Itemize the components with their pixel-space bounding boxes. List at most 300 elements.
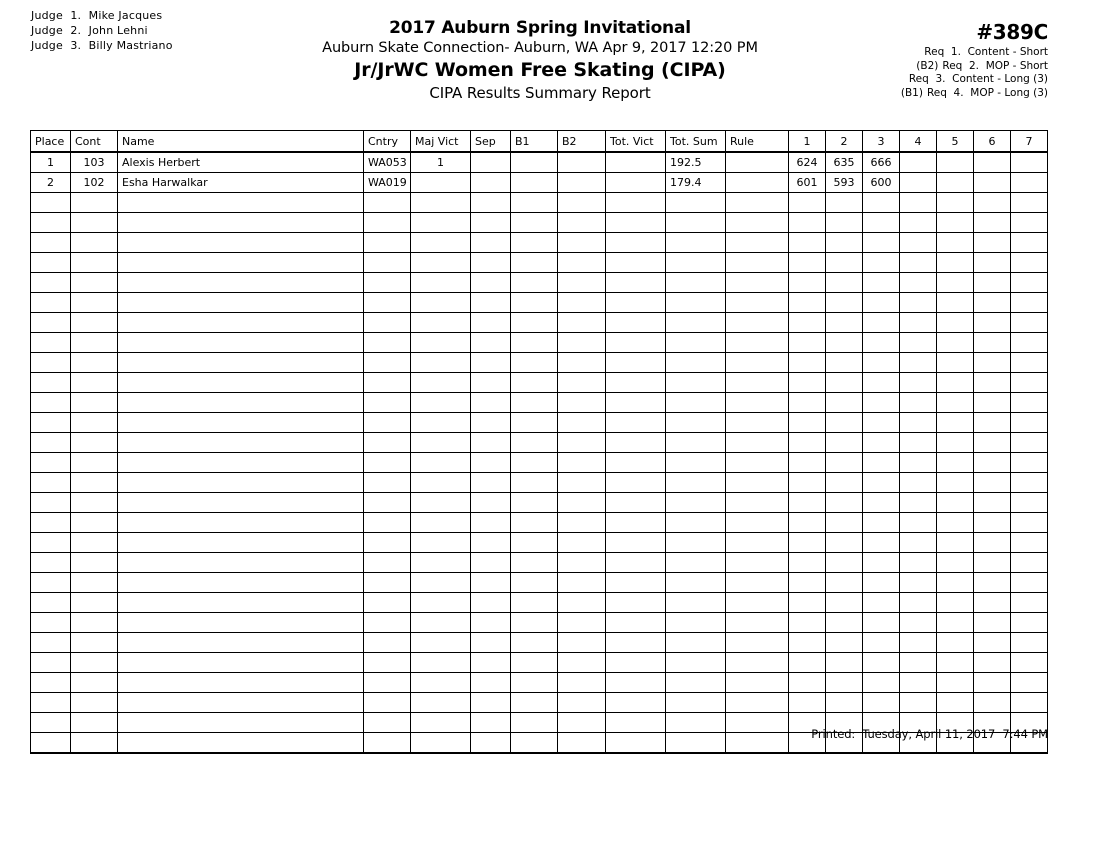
cell-j5 <box>937 473 974 493</box>
cell-b2 <box>558 173 606 193</box>
cell-cntry <box>364 573 411 593</box>
cell-sep <box>471 513 511 533</box>
cell-j2 <box>826 333 863 353</box>
cell-name <box>118 333 364 353</box>
cell-b1 <box>511 613 558 633</box>
cell-j4 <box>900 373 937 393</box>
cell-rule <box>726 213 789 233</box>
cell-j4 <box>900 673 937 693</box>
cell-j4 <box>900 653 937 673</box>
cell-j1 <box>789 493 826 513</box>
cell-place <box>31 233 71 253</box>
cell-j7 <box>1011 273 1048 293</box>
cell-j6 <box>974 413 1011 433</box>
cell-cont <box>71 413 118 433</box>
cell-j3 <box>863 433 900 453</box>
cell-j1 <box>789 633 826 653</box>
cell-j5 <box>937 693 974 713</box>
cell-rule <box>726 613 789 633</box>
cell-j5 <box>937 493 974 513</box>
cell-j6 <box>974 593 1011 613</box>
cell-rule <box>726 293 789 313</box>
results-table <box>30 130 1048 754</box>
cell-name <box>118 353 364 373</box>
cell-rule <box>726 593 789 613</box>
cell-j2 <box>826 493 863 513</box>
table-row-empty <box>31 193 1048 213</box>
cell-j3 <box>863 193 900 213</box>
cell-b2 <box>558 533 606 553</box>
cell-cntry <box>364 293 411 313</box>
table-row-empty <box>31 253 1048 273</box>
cell-sep <box>471 493 511 513</box>
cell-j6 <box>974 353 1011 373</box>
cell-totv <box>606 193 666 213</box>
cell-cntry <box>364 253 411 273</box>
cell-majv <box>411 373 471 393</box>
cell-name <box>118 373 364 393</box>
cell-j5 <box>937 553 974 573</box>
cell-b2 <box>558 613 606 633</box>
column-header-name: Name <box>118 131 364 153</box>
cell-majv <box>411 633 471 653</box>
cell-j2: 635 <box>826 152 863 173</box>
cell-j4 <box>900 533 937 553</box>
cell-place <box>31 433 71 453</box>
cell-j6 <box>974 513 1011 533</box>
category-title: Jr/JrWC Women Free Skating (CIPA) <box>354 59 726 81</box>
cell-j3 <box>863 273 900 293</box>
cell-cont <box>71 233 118 253</box>
cell-cntry <box>364 373 411 393</box>
cell-j6 <box>974 313 1011 333</box>
cell-j3 <box>863 253 900 273</box>
table-row-empty <box>31 233 1048 253</box>
cell-j2: 593 <box>826 173 863 193</box>
cell-sep <box>471 593 511 613</box>
cell-b2 <box>558 233 606 253</box>
cell-j1 <box>789 693 826 713</box>
cell-majv <box>411 693 471 713</box>
cell-cont <box>71 433 118 453</box>
cell-j7 <box>1011 373 1048 393</box>
cell-name <box>118 693 364 713</box>
cell-totv <box>606 693 666 713</box>
cell-j4 <box>900 573 937 593</box>
cell-b1 <box>511 513 558 533</box>
cell-j1 <box>789 473 826 493</box>
cell-cont <box>71 493 118 513</box>
cell-cont <box>71 593 118 613</box>
cell-j7 <box>1011 313 1048 333</box>
cell-totv <box>606 493 666 513</box>
cell-b1 <box>511 573 558 593</box>
cell-j3 <box>863 593 900 613</box>
cell-j3 <box>863 633 900 653</box>
cell-majv <box>411 453 471 473</box>
cell-j4 <box>900 633 937 653</box>
cell-j4 <box>900 493 937 513</box>
cell-j4 <box>900 193 937 213</box>
cell-place <box>31 593 71 613</box>
cell-j6 <box>974 193 1011 213</box>
cell-sep <box>471 453 511 473</box>
cell-b1 <box>511 633 558 653</box>
cell-b1 <box>511 393 558 413</box>
cell-j3 <box>863 213 900 233</box>
cell-j3 <box>863 613 900 633</box>
cell-j5 <box>937 433 974 453</box>
cell-j4 <box>900 152 937 173</box>
cell-totv <box>606 673 666 693</box>
cell-sep <box>471 313 511 333</box>
cell-b1 <box>511 473 558 493</box>
cell-j1 <box>789 433 826 453</box>
cell-j4 <box>900 253 937 273</box>
cell-j6 <box>974 453 1011 473</box>
requirement-row <box>875 87 1048 101</box>
cell-name <box>118 233 364 253</box>
cell-j5 <box>937 233 974 253</box>
cell-tots <box>666 693 726 713</box>
cell-j7 <box>1011 333 1048 353</box>
requirement-row <box>875 60 1048 74</box>
cell-totv <box>606 353 666 373</box>
table-row-empty <box>31 513 1048 533</box>
cell-place <box>31 393 71 413</box>
cell-j1 <box>789 573 826 593</box>
cell-name <box>118 673 364 693</box>
cell-j3 <box>863 493 900 513</box>
cell-cntry <box>364 233 411 253</box>
cell-majv <box>411 393 471 413</box>
cell-cntry <box>364 413 411 433</box>
column-header-j2: 2 <box>826 131 863 153</box>
cell-j1 <box>789 653 826 673</box>
cell-cntry <box>364 673 411 693</box>
cell-cntry <box>364 273 411 293</box>
cell-name <box>118 613 364 633</box>
cell-j7 <box>1011 293 1048 313</box>
cell-tots <box>666 333 726 353</box>
cell-majv <box>411 173 471 193</box>
cell-j6 <box>974 553 1011 573</box>
cell-b1 <box>511 253 558 273</box>
cell-cont: 102 <box>71 173 118 193</box>
cell-majv <box>411 613 471 633</box>
cell-b2 <box>558 493 606 513</box>
cell-j6 <box>974 473 1011 493</box>
cell-j3 <box>863 313 900 333</box>
cell-sep <box>471 253 511 273</box>
table-row-empty <box>31 333 1048 353</box>
cell-j2 <box>826 433 863 453</box>
cell-j5 <box>937 653 974 673</box>
cell-cntry <box>364 473 411 493</box>
cell-j2 <box>826 313 863 333</box>
cell-j2 <box>826 293 863 313</box>
judge-number: 1. <box>62 9 82 22</box>
cell-j3 <box>863 453 900 473</box>
cell-j4 <box>900 693 937 713</box>
cell-cont <box>71 313 118 333</box>
cell-cont <box>71 633 118 653</box>
cell-j7 <box>1011 693 1048 713</box>
cell-totv <box>606 553 666 573</box>
cell-j3: 666 <box>863 152 900 173</box>
cell-j3 <box>863 413 900 433</box>
cell-place <box>31 293 71 313</box>
cell-j4 <box>900 433 937 453</box>
cell-j7 <box>1011 173 1048 193</box>
cell-j1 <box>789 553 826 573</box>
cell-rule <box>726 393 789 413</box>
requirements-list <box>875 46 1048 100</box>
cell-cont <box>71 613 118 633</box>
requirement-label: Req 4. MOP - Long (3) <box>926 86 1048 99</box>
cell-place <box>31 573 71 593</box>
cell-sep <box>471 633 511 653</box>
cell-totv <box>606 233 666 253</box>
cell-j7 <box>1011 433 1048 453</box>
cell-j2 <box>826 393 863 413</box>
cell-tots <box>666 573 726 593</box>
cell-j7 <box>1011 593 1048 613</box>
cell-cont <box>71 693 118 713</box>
cell-tots <box>666 593 726 613</box>
cell-j5 <box>937 193 974 213</box>
column-header-cntry: Cntry <box>364 131 411 153</box>
cell-cntry <box>364 333 411 353</box>
cell-j5 <box>937 353 974 373</box>
cell-j5 <box>937 533 974 553</box>
requirement-label: Req 3. Content - Long (3) <box>908 73 1048 85</box>
cell-j3 <box>863 373 900 393</box>
cell-rule <box>726 693 789 713</box>
cell-rule <box>726 513 789 533</box>
cell-j4 <box>900 273 937 293</box>
cell-rule <box>726 653 789 673</box>
cell-majv <box>411 573 471 593</box>
cell-j4 <box>900 613 937 633</box>
cell-rule <box>726 353 789 373</box>
table-row-empty <box>31 313 1048 333</box>
cell-b1 <box>511 193 558 213</box>
cell-j7 <box>1011 253 1048 273</box>
cell-rule <box>726 553 789 573</box>
cell-b2 <box>558 293 606 313</box>
judge-label: Judge <box>31 39 63 52</box>
judge-entry <box>31 38 173 53</box>
cell-b2 <box>558 253 606 273</box>
cell-b1 <box>511 453 558 473</box>
cell-sep <box>471 273 511 293</box>
cell-j4 <box>900 393 937 413</box>
cell-j4 <box>900 473 937 493</box>
cell-j3 <box>863 553 900 573</box>
cell-place <box>31 313 71 333</box>
venue-and-datetime: Auburn Skate Connection- Auburn, WA Apr 9, 2017 12:20 PM <box>322 40 758 56</box>
cell-j6 <box>974 653 1011 673</box>
cell-cont <box>71 373 118 393</box>
cell-totv <box>606 173 666 193</box>
cell-j3 <box>863 673 900 693</box>
cell-tots <box>666 633 726 653</box>
column-header-tots: Tot. Sum <box>666 131 726 153</box>
cell-place: 1 <box>31 152 71 173</box>
cell-majv <box>411 533 471 553</box>
cell-place <box>31 273 71 293</box>
cell-j1 <box>789 513 826 533</box>
table-row-empty <box>31 473 1048 493</box>
cell-b1 <box>511 293 558 313</box>
judge-number: 3. <box>62 39 82 52</box>
cell-place <box>31 213 71 233</box>
cell-sep <box>471 233 511 253</box>
cell-sep <box>471 193 511 213</box>
cell-name <box>118 593 364 613</box>
cell-majv <box>411 193 471 213</box>
cell-b1 <box>511 553 558 573</box>
cell-j5 <box>937 213 974 233</box>
cell-j2 <box>826 353 863 373</box>
cell-tots <box>666 453 726 473</box>
cell-totv <box>606 152 666 173</box>
cell-j4 <box>900 553 937 573</box>
cell-j6 <box>974 433 1011 453</box>
cell-j5 <box>937 633 974 653</box>
cell-cont <box>71 353 118 373</box>
cell-j5 <box>937 613 974 633</box>
cell-totv <box>606 333 666 353</box>
cell-totv <box>606 653 666 673</box>
cell-b2 <box>558 573 606 593</box>
cell-j1 <box>789 213 826 233</box>
cell-b1 <box>511 373 558 393</box>
cell-sep <box>471 173 511 193</box>
cell-j2 <box>826 413 863 433</box>
cell-j7 <box>1011 633 1048 653</box>
cell-majv <box>411 293 471 313</box>
cell-place <box>31 353 71 373</box>
cell-b1 <box>511 213 558 233</box>
cell-b1 <box>511 152 558 173</box>
cell-j2 <box>826 653 863 673</box>
cell-j7 <box>1011 673 1048 693</box>
cell-cntry <box>364 533 411 553</box>
cell-j5 <box>937 453 974 473</box>
requirement-label: Req 2. MOP - Short <box>942 59 1048 72</box>
requirement-bonus: (B2) <box>916 59 939 72</box>
cell-tots <box>666 353 726 373</box>
cell-rule <box>726 413 789 433</box>
cell-totv <box>606 373 666 393</box>
cell-j4 <box>900 173 937 193</box>
cell-cont <box>71 673 118 693</box>
cell-b2 <box>558 653 606 673</box>
cell-majv <box>411 213 471 233</box>
cell-j6 <box>974 152 1011 173</box>
cell-totv <box>606 273 666 293</box>
cell-rule <box>726 233 789 253</box>
cell-place <box>31 473 71 493</box>
cell-j7 <box>1011 453 1048 473</box>
cell-j1 <box>789 373 826 393</box>
cell-b2 <box>558 513 606 533</box>
cell-b1 <box>511 593 558 613</box>
cell-j7 <box>1011 573 1048 593</box>
cell-j7 <box>1011 393 1048 413</box>
cell-j3 <box>863 653 900 673</box>
cell-sep <box>471 373 511 393</box>
cell-cntry: WA053 <box>364 152 411 173</box>
cell-name <box>118 433 364 453</box>
cell-j2 <box>826 213 863 233</box>
table-row-empty <box>31 613 1048 633</box>
cell-tots <box>666 193 726 213</box>
cell-name <box>118 553 364 573</box>
cell-rule <box>726 493 789 513</box>
event-number: #389C <box>976 20 1048 44</box>
cell-j2 <box>826 533 863 553</box>
cell-cntry <box>364 553 411 573</box>
table-row-empty <box>31 393 1048 413</box>
cell-j3 <box>863 393 900 413</box>
cell-tots: 179.4 <box>666 173 726 193</box>
cell-cont <box>71 293 118 313</box>
cell-b1 <box>511 233 558 253</box>
cell-b2 <box>558 693 606 713</box>
cell-tots <box>666 233 726 253</box>
cell-j2 <box>826 233 863 253</box>
judge-name: Mike Jacques <box>81 9 163 22</box>
cell-b1 <box>511 413 558 433</box>
cell-sep <box>471 533 511 553</box>
cell-name <box>118 413 364 433</box>
cell-j4 <box>900 213 937 233</box>
cell-place <box>31 513 71 533</box>
cell-rule <box>726 473 789 493</box>
cell-totv <box>606 573 666 593</box>
cell-name <box>118 193 364 213</box>
cell-b2 <box>558 593 606 613</box>
cell-j7 <box>1011 413 1048 433</box>
column-header-j6: 6 <box>974 131 1011 153</box>
requirement-row <box>875 46 1048 60</box>
cell-j4 <box>900 313 937 333</box>
cell-j5 <box>937 253 974 273</box>
cell-j2 <box>826 193 863 213</box>
cell-cntry <box>364 353 411 373</box>
cell-b1 <box>511 353 558 373</box>
cell-cont <box>71 393 118 413</box>
cell-j3 <box>863 513 900 533</box>
column-header-j3: 3 <box>863 131 900 153</box>
cell-cont <box>71 653 118 673</box>
cell-place <box>31 413 71 433</box>
cell-j7 <box>1011 193 1048 213</box>
cell-totv <box>606 433 666 453</box>
table-row-empty <box>31 373 1048 393</box>
cell-j1 <box>789 233 826 253</box>
cell-tots <box>666 293 726 313</box>
cell-j5 <box>937 673 974 693</box>
cell-j3 <box>863 533 900 553</box>
cell-j5 <box>937 413 974 433</box>
cell-majv <box>411 233 471 253</box>
cell-name <box>118 273 364 293</box>
cell-cont <box>71 533 118 553</box>
